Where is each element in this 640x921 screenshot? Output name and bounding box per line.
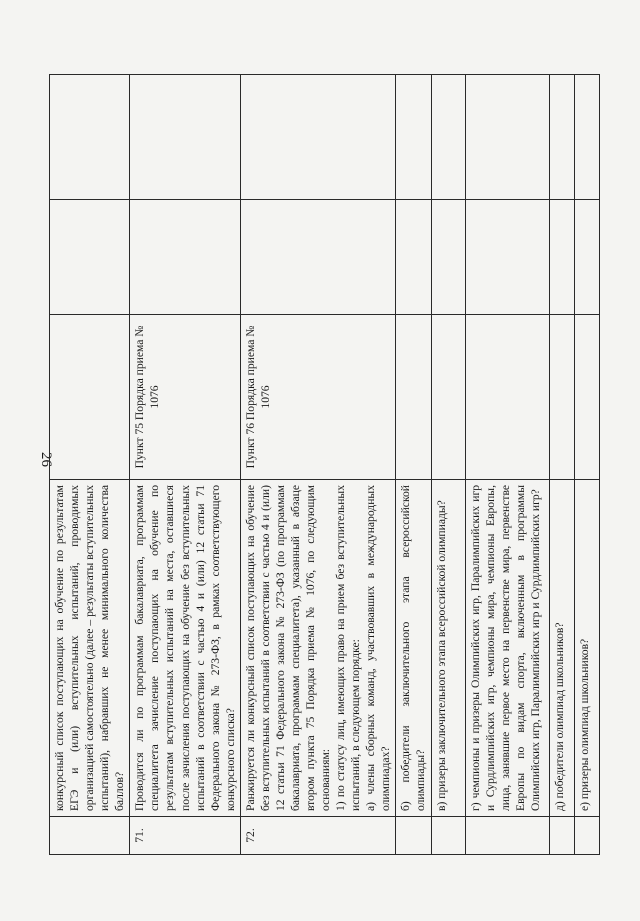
table-row [50, 75, 130, 855]
row-number [465, 817, 549, 855]
legal-reference [549, 315, 574, 480]
question-text [240, 480, 396, 817]
question-paragraph: а) члены сборных команд, участвовавших в международных олимпиадах? [364, 485, 393, 811]
empty-cell [549, 75, 574, 200]
table-row [431, 75, 465, 855]
empty-cell [574, 75, 599, 200]
empty-cell [130, 200, 240, 315]
question-text: в) призеры заключительного этапа всероссийской олимпиады? [431, 480, 465, 817]
table-row [240, 75, 396, 855]
table-row [396, 75, 431, 855]
row-number: 71. [130, 817, 240, 855]
table-row [465, 75, 549, 855]
empty-cell [465, 75, 549, 200]
row-number [396, 817, 431, 855]
legal-reference [574, 315, 599, 480]
table-row [574, 75, 599, 855]
empty-cell [431, 75, 465, 200]
legal-reference [50, 315, 130, 480]
empty-cell [240, 200, 396, 315]
table-row [549, 75, 574, 855]
question-text: д) победители олимпиад школьников? [549, 480, 574, 817]
question-paragraph: 1) по статусу лиц, имеющих право на прием без вступительных испытаний, в следующем порядке: [334, 485, 363, 811]
row-number: 72. [240, 817, 396, 855]
legal-reference [431, 315, 465, 480]
empty-cell [130, 75, 240, 200]
question-paragraph: Ранжируется ли конкурсный список поступающих на обучение без вступительных испытаний в соответствии с частью 4 и (или) 12 статьи 71 Федерального закона № 273-ФЗ (по программам бакалавриата, программам специалитета), указанный в абзаце втором пункта 75 Порядка приема № 1076, по следующим основаниям: [243, 485, 333, 811]
empty-cell [50, 75, 130, 200]
question-text: г) чемпионы и призеры Олимпийских игр, Паралимпийских игр и Сурдлимпийских игр, чемпионы мира, чемпионы Европы, лица, занявшие первое место на первенстве мира, первенстве Европы по видам спорта, включенным в программы Олимпийских игр, Паралимпийских игр и Сурдлимпийских игр? [465, 480, 549, 817]
row-number [431, 817, 465, 855]
question-text: конкурсный список поступающих на обучение по результатам ЕГЭ и (или) вступительных испытаний, проводимых организацией самостоятельно (далее – результаты вступительных испытаний), набравших не менее минимального количества баллов? [50, 480, 130, 817]
empty-cell [396, 200, 431, 315]
empty-cell [240, 75, 396, 200]
question-text: е) призеры олимпиад школьников? [574, 480, 599, 817]
row-number [574, 817, 599, 855]
legal-reference: Пункт 75 Порядка приема № 1076 [130, 315, 240, 480]
empty-cell [50, 200, 130, 315]
empty-cell [396, 75, 431, 200]
row-number [549, 817, 574, 855]
empty-cell [549, 200, 574, 315]
legal-reference: Пункт 76 Порядка приема № 1076 [240, 315, 396, 480]
legal-reference [396, 315, 431, 480]
table-row [130, 75, 240, 855]
empty-cell [574, 200, 599, 315]
empty-cell [465, 200, 549, 315]
row-number [50, 817, 130, 855]
question-text: Проводится ли по программам бакалавриата, программам специалитета зачисление поступающих на обучение по результатам вступительных испытаний на места, оставшиеся после зачисления поступающих на обучение без вступительных испытаний в соответствии с частью 4 и (или) 12 статьи 71 Федерального закона № 273-ФЗ, в рамках соответствующего конкурсного списка? [130, 480, 240, 817]
empty-cell [431, 200, 465, 315]
question-text: б) победители заключительного этапа всероссийской олимпиады? [396, 480, 431, 817]
legal-reference [465, 315, 549, 480]
checklist-table [49, 74, 600, 855]
page-number: 26 [38, 452, 54, 467]
rotated-table-container [49, 75, 591, 855]
